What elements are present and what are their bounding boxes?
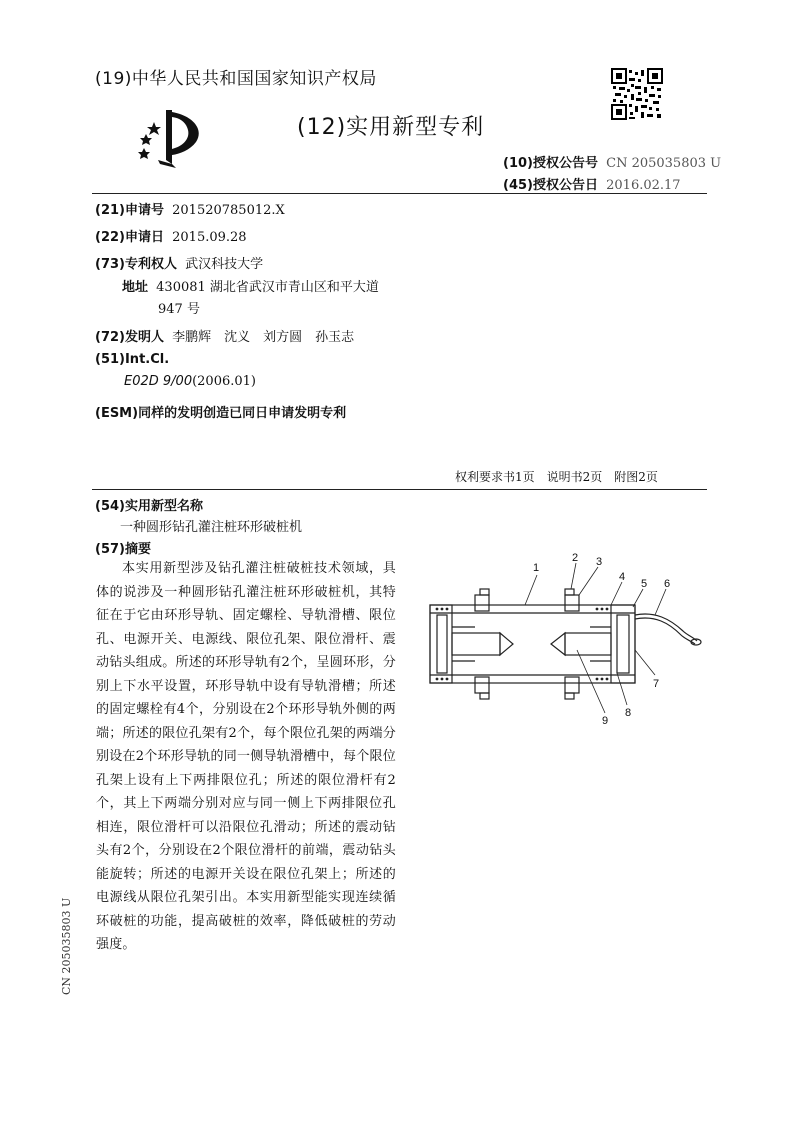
counts-divider (92, 489, 707, 490)
esm-note: (ESM)同样的发明创造已同日申请发明专利 (95, 406, 347, 421)
filing-date-row (95, 226, 247, 245)
filing-date-label: (22)申请日 (95, 230, 164, 245)
address-line-2: 947 号 (158, 302, 200, 317)
title-section-label: (54)实用新型名称 (95, 499, 203, 514)
ipc-version: (2006.01) (192, 374, 256, 389)
patentee-label: (73)专利权人 (95, 257, 177, 272)
figure-label: 4 (619, 571, 626, 583)
publication-date: 2016.02.17 (606, 178, 681, 193)
utility-model-title: 一种圆形钻孔灌注桩环形破桩机 (120, 520, 303, 535)
publication-date-label: (45)授权公告日 (503, 178, 598, 193)
inventors-label: (72)发明人 (95, 330, 164, 345)
figure-label: 6 (664, 578, 671, 590)
application-number-label: (21)申请号 (95, 203, 164, 218)
publication-number-row (503, 152, 721, 171)
figure-label: 1 (533, 562, 540, 574)
side-publication-number: CN 205035803 U (60, 897, 73, 995)
ipc-row (95, 352, 169, 367)
application-number: 201520785012.X (172, 203, 285, 218)
ipc-label: (51)Int.Cl. (95, 352, 170, 367)
ipc-code: E02D 9/00 (124, 374, 193, 389)
figure-label: 2 (572, 552, 579, 564)
patentee: 武汉科技大学 (185, 257, 264, 272)
address-row (122, 276, 379, 295)
page-counts: 权利要求书1页 说明书2页 附图2页 (455, 470, 658, 484)
address-label: 地址 (122, 280, 149, 295)
publication-date-row (503, 174, 681, 193)
abstract-section-label: (57)摘要 (95, 542, 151, 557)
figure-label: 8 (625, 707, 632, 719)
publication-number-label: (10)授权公告号 (503, 156, 598, 171)
abstract-text: 本实用新型涉及钻孔灌注桩破桩技术领域，具体的说涉及一种圆形钻孔灌注桩环形破桩机，其特征在于它由环形导轨、固定螺栓、导轨滑槽、限位孔、电源开关、电源线、限位孔架、限位滑杆、震动钻头组成。所述的环形导轨有2个，呈圆环形，分别上下水平设置，环形导轨中设有导轨滑槽；所述的固定螺栓有4个，分别设在2个环形导轨外侧的两端；所述的限位孔架有2个，每个限位孔架的两端分别设在2个环形导轨的同一侧导轨滑槽中，每个限位孔架上设有上下两排限位孔；所述的限位滑杆有2个，其上下两端分别对应与同一侧上下两排限位孔相连，限位滑杆可以沿限位孔滑动；所述的震动钻头有2个，分别设在2个限位滑杆的前端，震动钻头能旋转；所述的电源开关设在限位孔架上；所述的电源线从限位孔架引出。本实用新型能实现连续循环破桩的功能，提高破桩的效率，降低破桩的劳动强度。 (96, 561, 396, 952)
figure-label: 3 (596, 556, 603, 568)
filing-date: 2015.09.28 (172, 230, 247, 245)
figure-label: 5 (641, 578, 648, 590)
office-logo (132, 108, 212, 168)
ipc-code-row (124, 374, 256, 389)
figure-label: 9 (602, 715, 609, 725)
header-divider (92, 193, 707, 194)
office-name: (19)中华人民共和国国家知识产权局 (95, 69, 377, 89)
qr-code (611, 68, 663, 120)
inventors: 李鹏辉 沈义 刘方圆 孙玉志 (172, 330, 355, 345)
abstract-drawing (415, 545, 715, 725)
figure-label: 7 (653, 678, 660, 690)
address-line-1: 430081 湖北省武汉市青山区和平大道 (156, 280, 379, 295)
publication-number: CN 205035803 U (606, 156, 722, 171)
patentee-row (95, 253, 263, 272)
document-type: (12)实用新型专利 (297, 115, 485, 140)
inventors-row (95, 326, 354, 345)
application-number-row (95, 199, 285, 218)
